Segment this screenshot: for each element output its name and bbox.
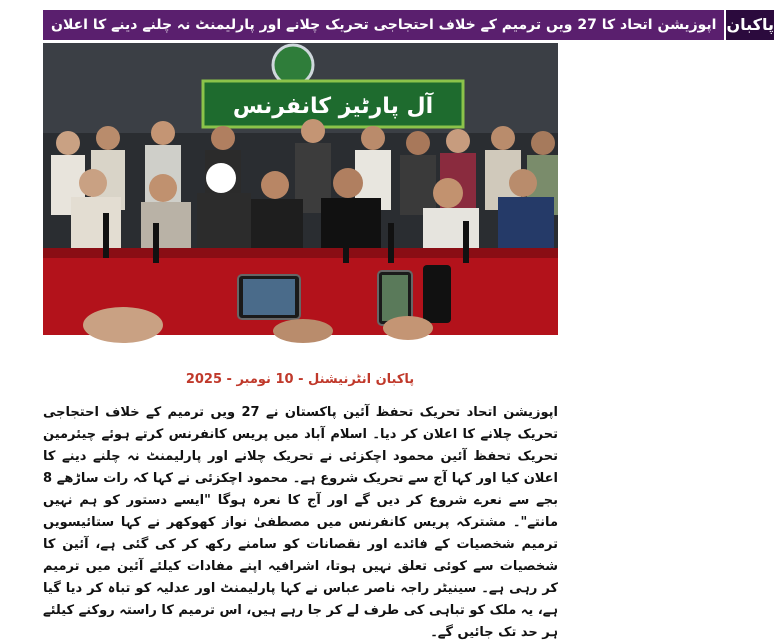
press-conference-photo	[43, 43, 558, 335]
news-photo	[43, 43, 558, 335]
banner-text: آل پارٹیز کانفرنس	[232, 94, 434, 119]
article-header	[43, 10, 774, 40]
dateline: پاکبان انٹرنیشنل - 10 نومبر - 2025	[185, 372, 415, 387]
headline: اپوزیشن اتحاد کا 27 ویں ترمیم کے خلاف احتجاجی تحریک چلانے اور پارلیمنٹ نہ چلنے دینے کا اعلان	[43, 10, 724, 40]
party-emblem	[273, 45, 313, 85]
brand-logo: پاکبان	[724, 10, 774, 40]
table-edge	[43, 248, 558, 258]
article-body: اپوزیشن اتحاد تحریک تحفظ آئین پاکستان نے 27 ویں ترمیم کے خلاف احتجاجی تحریک چلانے کا اعلان کر دیا۔ اسلام آباد میں پریس کانفرنس کرتے ہوئے چیئرمین تحریک تحفظ آئین محمود اچکزئی نے تحریک چلانے اور پارلیمنٹ نہ چلنے دینے کا اعلان کیا اور کہا آج سے تحریک شروع ہے۔ محمود اچکزئی نے کہا کہ رات ساڑھے 8 بجے سے نعرے شروع کر دیں گے اور آج کا نعرہ ہوگا "ایسے دستور کو ہم نہیں مانتے"۔ مشترکہ پریس کانفرنس میں مصطفیٰ نواز کھوکھر نے کہا ستائیسویں ترمیم شخصیات کے فائدے اور نقصانات کو سامنے رکھ کر کی گئی ہے، آئین کا شخصیات سے کوئی تعلق نہیں ہوتا، اشرافیہ اپنے مفادات کیلئے آئین میں ترمیم کر رہی ہے۔ سینیٹر راجہ ناصر عباس نے کہا پارلیمنٹ اور عدلیہ کو تباہ کر دیا گیا ہے، یہ ملک کو تباہی کی طرف لے کر جا رہے ہیں، اس ترمیم کا راستہ روکنے کیلئے ہر حد تک جائیں گے۔	[43, 405, 558, 640]
